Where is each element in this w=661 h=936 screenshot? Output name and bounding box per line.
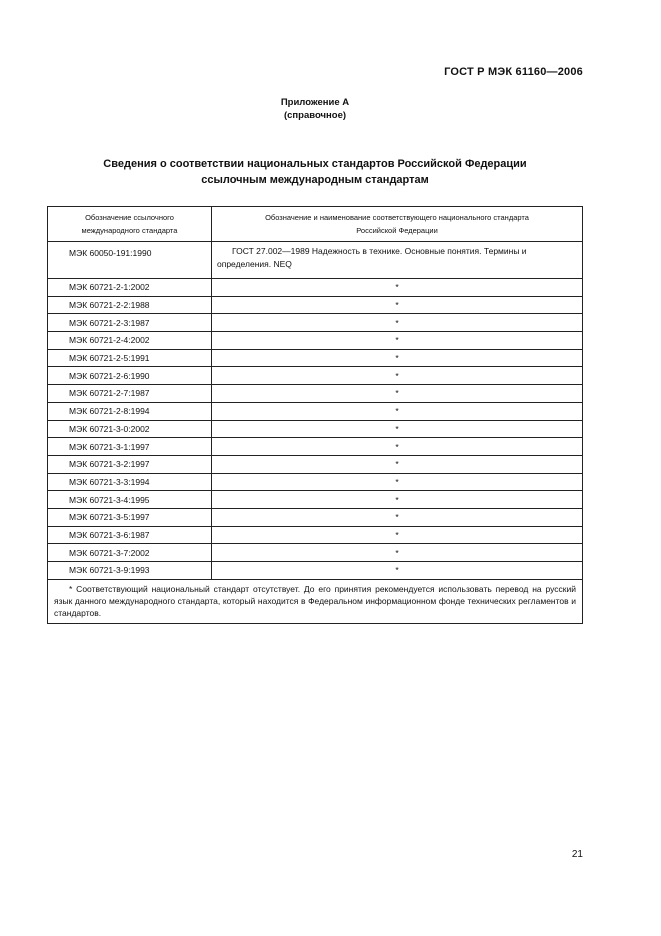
page-number: 21	[571, 849, 583, 860]
table-row	[48, 420, 583, 438]
footnote-row	[48, 579, 583, 623]
table-row	[48, 438, 583, 456]
international-standard-code: МЭК 60721-2-3:1987	[48, 314, 212, 332]
international-standard-code: МЭК 60721-2-6:1990	[48, 367, 212, 385]
table-row	[48, 296, 583, 314]
national-standard-reference: *	[212, 508, 583, 526]
international-standard-code: МЭК 60721-2-2:1988	[48, 296, 212, 314]
table-row	[48, 526, 583, 544]
international-standard-code: МЭК 60721-3-9:1993	[48, 562, 212, 580]
table-row	[48, 279, 583, 297]
national-standard-reference: *	[212, 332, 583, 350]
table-row	[48, 544, 583, 562]
national-standard-reference: *	[212, 314, 583, 332]
section-title	[0, 156, 630, 188]
national-standard-reference: *	[212, 526, 583, 544]
header-col1-line-1: Обозначение ссылочного	[85, 213, 174, 222]
appendix-subtitle: (справочное)	[283, 110, 347, 121]
appendix-heading	[0, 96, 630, 122]
international-standard-code: МЭК 60050-191:1990	[48, 242, 212, 279]
header-national-standard	[212, 207, 583, 242]
international-standard-code: МЭК 60721-3-4:1995	[48, 491, 212, 509]
standards-correspondence-table	[47, 206, 583, 624]
national-standard-reference: *	[212, 279, 583, 297]
international-standard-code: МЭК 60721-3-1:1997	[48, 438, 212, 456]
national-standard-reference: *	[212, 349, 583, 367]
table-row	[48, 332, 583, 350]
header-col2-line-1: Обозначение и наименование соответствующего национального стандарта	[265, 213, 529, 222]
national-standard-reference: *	[212, 367, 583, 385]
national-standard-reference: *	[212, 420, 583, 438]
national-standard-reference: *	[212, 544, 583, 562]
international-standard-code: МЭК 60721-3-5:1997	[48, 508, 212, 526]
table-body	[48, 242, 583, 580]
national-standard-reference: *	[212, 402, 583, 420]
table-row	[48, 314, 583, 332]
table-row	[48, 385, 583, 403]
international-standard-code: МЭК 60721-3-6:1987	[48, 526, 212, 544]
national-standard-reference: *	[212, 385, 583, 403]
international-standard-code: МЭК 60721-2-4:2002	[48, 332, 212, 350]
table-row	[48, 491, 583, 509]
table-row	[48, 402, 583, 420]
appendix-title: Приложение А	[280, 97, 350, 108]
national-standard-reference: *	[212, 438, 583, 456]
international-standard-code: МЭК 60721-3-7:2002	[48, 544, 212, 562]
table-row	[48, 562, 583, 580]
international-standard-code: МЭК 60721-2-5:1991	[48, 349, 212, 367]
national-standard-reference: *	[212, 491, 583, 509]
national-standard-reference: *	[212, 562, 583, 580]
header-col1-line-2: международного стандарта	[81, 226, 178, 235]
national-standard-reference: *	[212, 455, 583, 473]
table-header-row	[48, 207, 583, 242]
national-standard-reference: ГОСТ 27.002—1989 Надежность в технике. Основные понятия. Термины и определения. NEQ	[212, 242, 583, 279]
international-standard-code: МЭК 60721-3-2:1997	[48, 455, 212, 473]
international-standard-code: МЭК 60721-2-8:1994	[48, 402, 212, 420]
document-number: ГОСТ Р МЭК 61160—2006	[444, 66, 583, 78]
header-col2-line-2: Российской Федерации	[356, 226, 438, 235]
table-row	[48, 242, 583, 279]
table-row	[48, 367, 583, 385]
section-title-line-2: ссылочным международным стандартам	[201, 174, 429, 186]
table-row	[48, 473, 583, 491]
international-standard-code: МЭК 60721-3-0:2002	[48, 420, 212, 438]
national-standard-reference: *	[212, 296, 583, 314]
table-row	[48, 508, 583, 526]
table-row	[48, 455, 583, 473]
table-footnote: * Соответствующий национальный стандарт отсутствует. До его принятия рекомендуется использовать перевод на русский язык данного международного стандарта, который находится в Федеральном информационном фонде технических регламентов и стандартов.	[48, 579, 583, 623]
table-row	[48, 349, 583, 367]
header-international-standard	[48, 207, 212, 242]
international-standard-code: МЭК 60721-2-7:1987	[48, 385, 212, 403]
international-standard-code: МЭК 60721-3-3:1994	[48, 473, 212, 491]
international-standard-code: МЭК 60721-2-1:2002	[48, 279, 212, 297]
national-standard-reference: *	[212, 473, 583, 491]
section-title-line-1: Сведения о соответствии национальных стандартов Российской Федерации	[103, 158, 527, 170]
